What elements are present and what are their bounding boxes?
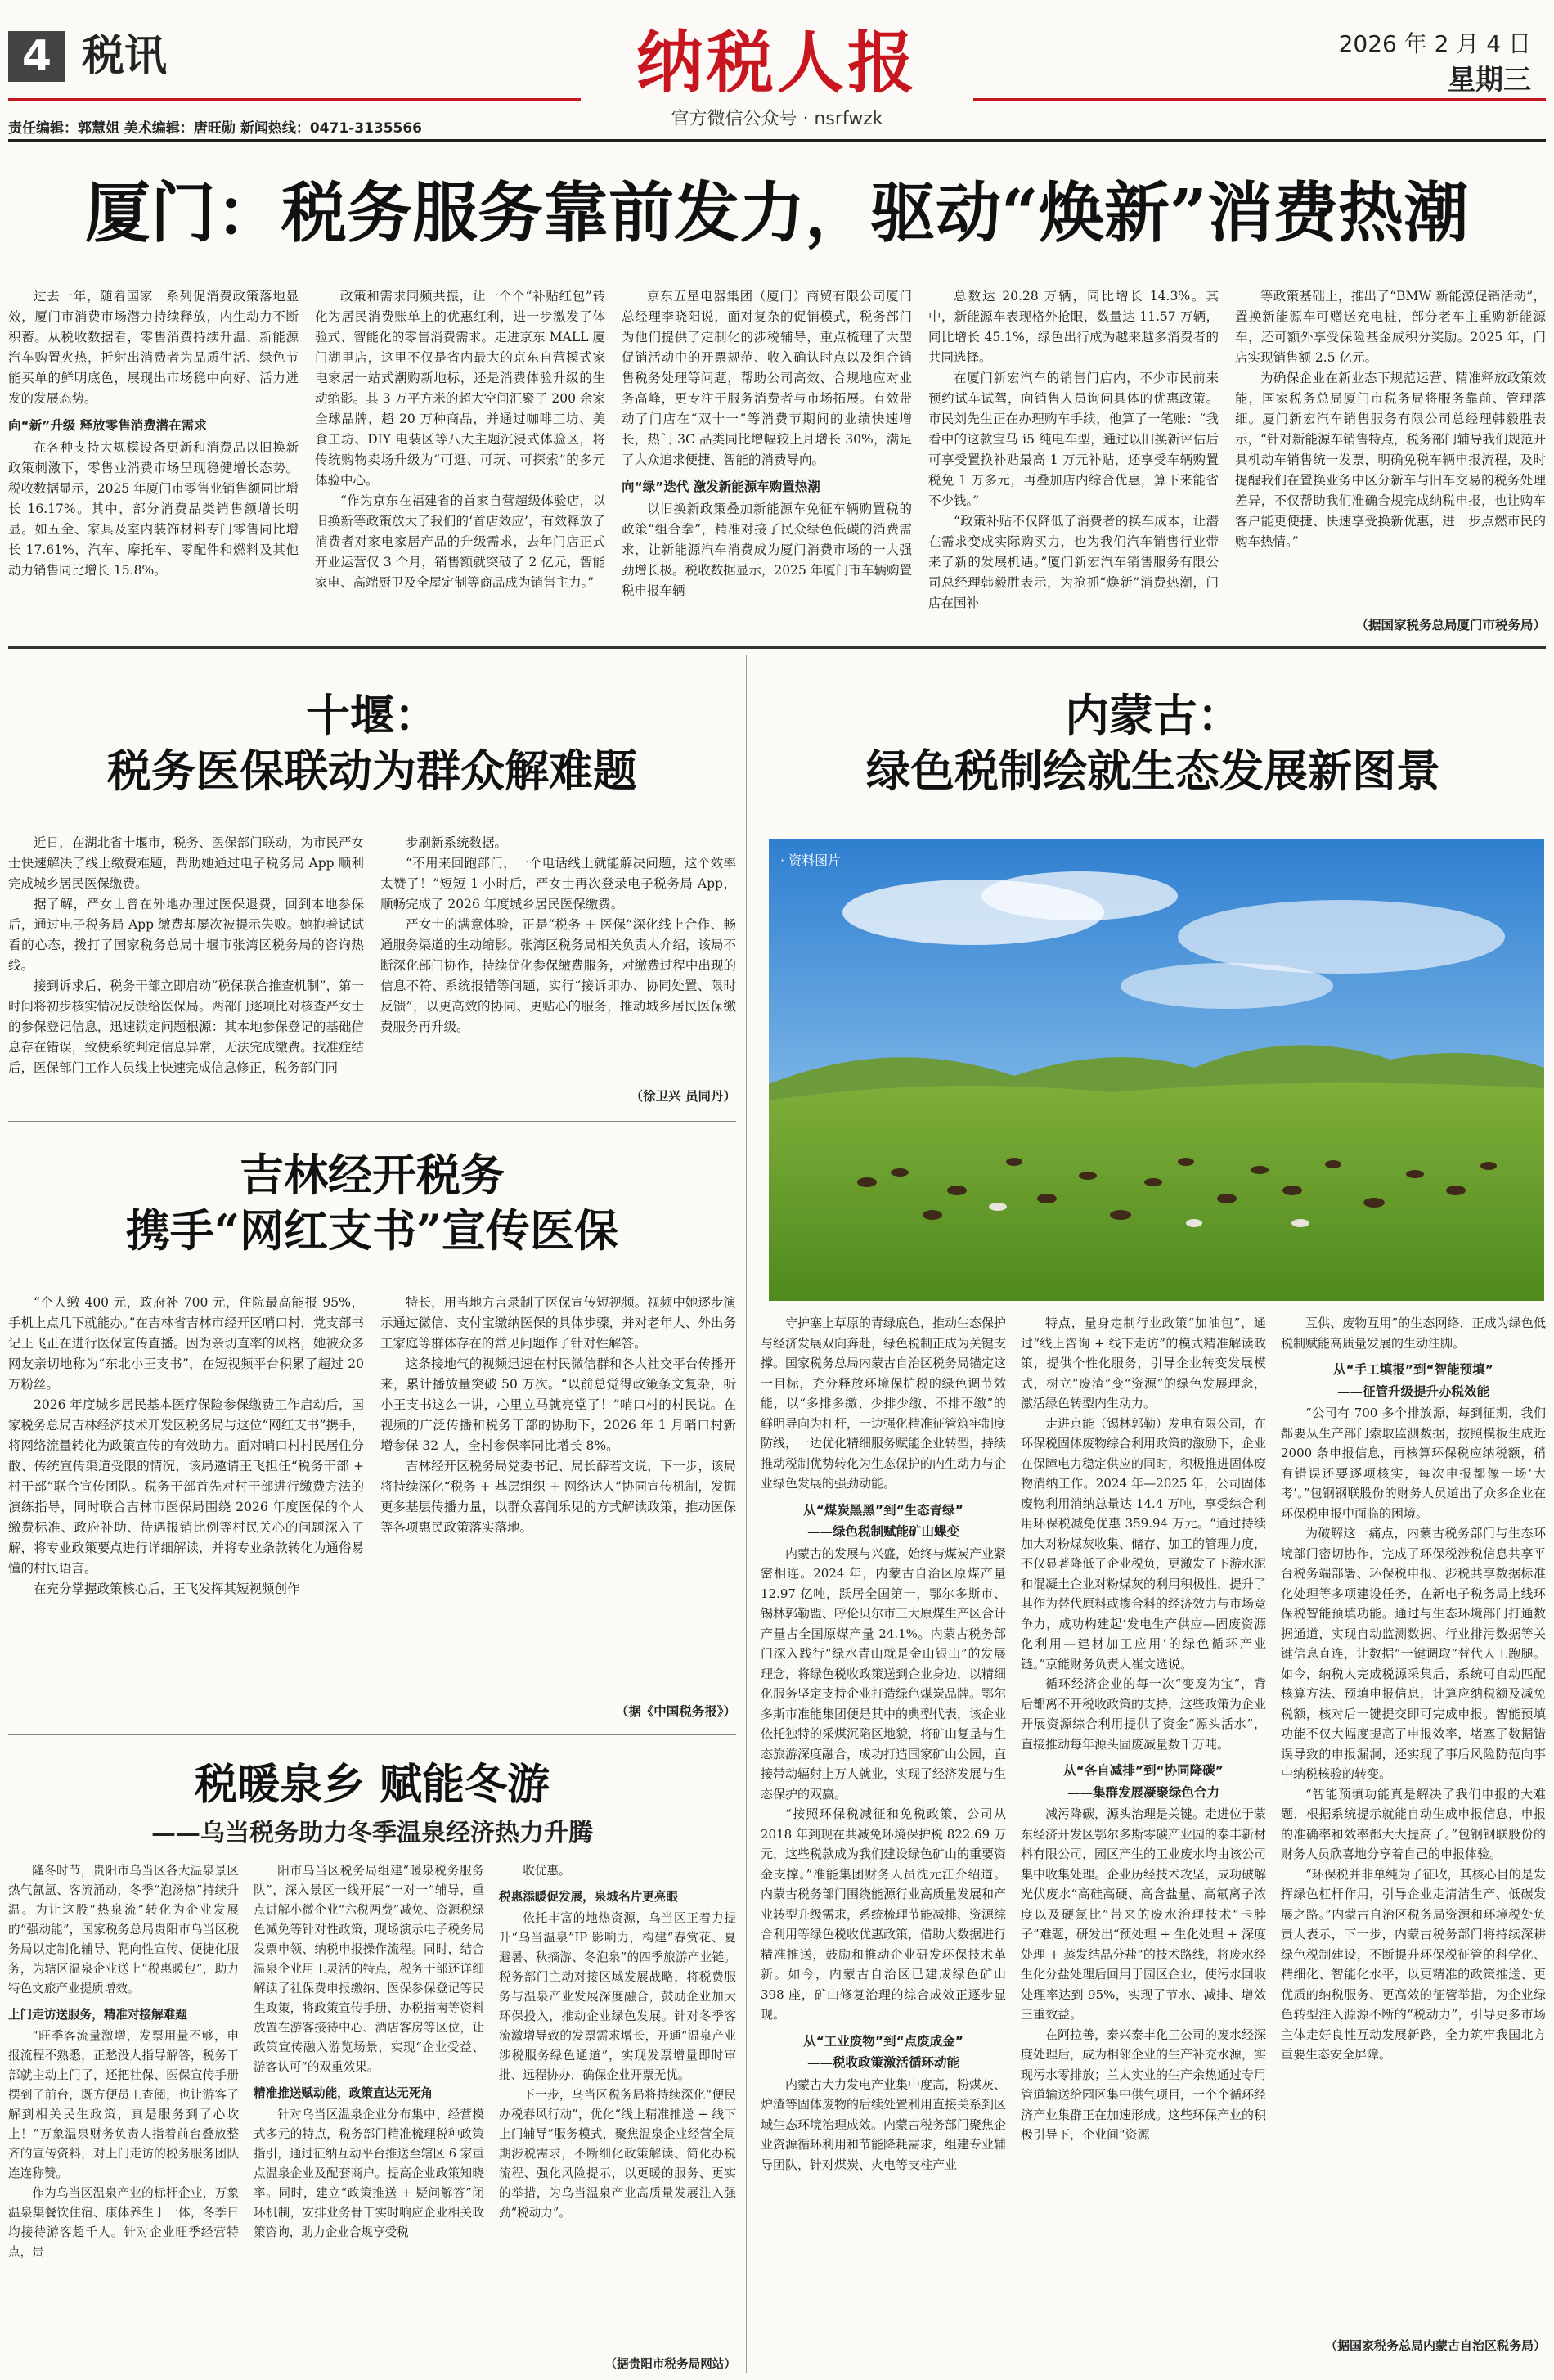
- guiyang-subhead-1: 上门走访送服务，精准对接解难题: [8, 2008, 187, 2022]
- neimenggu-subhead-2b: ——税收政策激活循环动能: [806, 2055, 959, 2070]
- paragraph: “旺季客流量激增，发票用量不够，申报流程不熟悉，正愁没人指导解答，税务干部就主动上门了，还把社保、医保宣传手册摆到了前台，既方便员工查阅，也让游客了解到相关民生政策，真是服务到了心坎上！”万象温泉财务负责人指着前台叠放整齐的宣传资料，对上门走访的税务服务团队连连称赞。: [8, 2029, 239, 2180]
- paragraph: 政策和需求同频共振，让一个个“补贴红包”转化为居民消费账单上的优惠红利，进一步激发了体验式、智能化的零售消费需求。走进京东 MALL 厦门湖里店，这里不仅是省内最大的京东自营模式家电家居一站式潮购新地标，还是消费体验升级的生动缩影。其 3 万平方米的超大空间汇聚了 200 余家全球品牌，超 20 万种商品，并通过咖啡工坊、美食工坊、DIY 电装区等八大主题沉浸式体验区，将传统购物卖场升级为“可逛、可玩、可探索”的多元体验中心。: [315, 289, 605, 488]
- jilin-source: （据《中国税务报》）: [615, 1704, 736, 1719]
- neimenggu-subhead-3b: ——集群发展凝聚绿色合力: [1067, 1784, 1219, 1800]
- wechat-account: 官方微信公众号 · nsrfwzk: [671, 109, 883, 129]
- paragraph: 为破解这一痛点，内蒙古税务部门与生态环境部门密切协作，完成了环保税涉税信息共享平台税务端部署、环保税申报、涉税共享数据标准化处理等多项建设任务，在新电子税务局上线环保税智能预填功能。通过与生态环境部门打通数据通道，实现自动监测数据、行业排污数据等关键信息直连，让数据“一键调取”替代人工跑腿。如今，纳税人完成税源采集后，系统可自动匹配核算方法、预填申报信息，计算应纳税额及减免税额，核对后一键提交即可完成申报。智能预填功能不仅大幅度提高了申报效率，堵塞了数据错误导致的申报漏洞，还实现了事后风险防范向事中纳税核验的转变。: [1281, 1526, 1546, 1781]
- shiyan-col-1: [8, 833, 364, 1078]
- paragraph: 在厦门新宏汽车的销售门店内，不少市民前来预约试车试驾，向销售人员询问具体的优惠政策。市民刘先生正在办理购车手续，他算了一笔账：“我看中的这款宝马 i5 纯电车型，通过以旧换新评估后可享受置换补贴最高 1 万元补贴，还享受车辆购置税免 1 万多元，再叠加店内综合优惠，算下来能省不少钱。”: [928, 371, 1219, 508]
- paragraph: 过去一年，随着国家一系列促消费政策落地显效，厦门市消费市场潜力持续释放，内生动力不断积蓄。从税收数据看，零售消费持续升温、新能源汽车购置火热，折射出消费者为品质生活、绿色节能买单的鲜明底色，展现出市场稳中向好、活力迸发的发展态势。: [8, 289, 299, 406]
- divider-shiyan: [8, 1121, 736, 1122]
- paragraph: “环保税并非单纯为了征收，其核心目的是发挥绿色杠杆作用，引导企业走清洁生产、低碳发展之路。”内蒙古自治区税务局资源和环境税处负责人表示，下一步，内蒙古税务部门将持续深耕绿色税制建设，不断提升环保税征管的科学化、精细化、智能化水平，以更精准的政策推送、更优质的纳税服务、更高效的征管举措，为企业绿色转型注入源源不断的“税动力”，引导更多市场主体走好良性互动发展新路，全力筑牢我国北方重要生态安全屏障。: [1281, 1866, 1546, 2062]
- paragraph: “智能预填功能真是解决了我们申报的大难题，根据系统提示就能自动生成申报信息，申报的准确率和效率都大大提高了。”包钢钢联股份的财务人员欣喜地分享着自己的申报体验。: [1281, 1786, 1546, 1861]
- neimenggu-col-1: [761, 1313, 1006, 2175]
- xiamen-col-1-paras: [8, 286, 299, 409]
- paragraph: 下一步，乌当区税务局将持续深化“便民办税春风行动”，优化“线上精准推送 + 线下上门辅导”服务模式，聚焦温泉企业经营全周期涉税需求，不断细化政策解读、简化办税流程、强化风险提示，以更暖的服务、更实的举措，为乌当温泉产业高质量发展注入强劲“税动力”。: [499, 2088, 736, 2220]
- grassland-photo: [769, 839, 1544, 1301]
- guiyang-col-3b-paras: [499, 1909, 736, 2223]
- paragraph: 守护塞上草原的青绿底色，推动生态保护与经济发展双向奔赴，绿色税制正成为关键支撑。国家税务总局内蒙古自治区税务局锚定这一目标，充分释放环境保护税的绿色调节效能，以“多排多缴、少排少缴、不排不缴”的鲜明导向为杠杆，一边强化精准征管筑牢制度防线，一边优化精细服务赋能企业转型，持续推动税制优势转化为生态保护的内生动力与企业绿色发展的强劲动能。: [761, 1316, 1007, 1491]
- paragraph: 隆冬时节，贵阳市乌当区各大温泉景区热气氤氲、客流涌动，冬季“泡汤热”持续升温。为让这股“热泉流”转化为企业发展的“强动能”，国家税务总局贵阳市乌当区税务局以定制化辅导、靶向性宣传、便捷化服务，为辖区温泉企业送上“税惠暖包”，助力特色文旅产业提质增效。: [8, 1864, 239, 1995]
- paragraph: 特点，量身定制行业政策“加油包”，通过“线上咨询 + 线下走访”的模式精准解读政策，提供个性化服务，引导企业转变发展模式，树立“废渣”变“资源”的绿色发展理念，激活绿色转型内生动力。: [1021, 1316, 1266, 1410]
- paragraph: “公司有 700 多个排放源，每到征期，我们都要从生产部门索取监测数据，按照模板生成近 2000 条申报信息，再核算环保税应纳税额，稍有错误还要逐项核实，每次申报都像一场‘大考’。”包钢钢联股份的财务人员道出了众多企业在环保税申报中面临的困境。: [1281, 1406, 1546, 1521]
- paragraph: “个人缴 400 元，政府补 700 元，住院最高能报 95%，手机上点几下就能办。”在吉林省吉林市经开区哨口村，党支部书记王飞正在进行医保宣传直播。因为亲切直率的风格，她被众多网友亲切地称为“东北小王支书”，在短视频平台积累了超过 20 万粉丝。: [8, 1295, 364, 1392]
- paragraph: 以旧换新政策叠加新能源车免征车辆购置税的政策“组合拳”，精准对接了民众绿色低碳的消费需求，让新能源汽车消费成为厦门消费市场的一大强劲增长极。税收数据显示，2025 年厦门市车辆购置税申报车辆: [622, 502, 912, 598]
- paragraph: 在充分掌握政策核心后，王飞发挥其短视频创作: [34, 1581, 300, 1596]
- guiyang-col-2: [254, 1861, 484, 2243]
- paragraph: 阳市乌当区税务局组建“暖泉税务服务队”，深入景区一线开展“一对一”辅导，重点讲解小微企业“六税两费”减免、资源税绿色减免等针对性政策，现场演示电子税务局发票申领、纳税申报操作流程。同时，结合温泉企业用工灵活的特点，税务干部还详细解读了社保费申报缴纳、医保参保登记等民生政策，将政策宣传手册、办税指南等资料放置在游客接待中心、酒店客房等区位，让政策宣传融入游览场景，实现“企业受益、游客认可”的双重效果。: [254, 1864, 484, 2074]
- neimenggu-subhead-1: 从“煤炭黑黑”到“生态青绿”: [803, 1502, 963, 1518]
- neimenggu-col-1b-paras: [761, 1544, 1006, 2025]
- neimenggu-subhead-2: 从“工业废物”到“点废成金”: [803, 2033, 963, 2049]
- paragraph: 这条接地气的视频迅速在村民微信群和各大社交平台传播开来，累计播放量突破 50 万次。“以前总觉得政策条文复杂，听小王支书这么一讲，心里立马就亮堂了！”哨口村的村民说。在视频的广泛传播和税务干部的协助下，2026 年 1 月哨口村新增参保 32 人，全村参保率同比增长 8%。: [380, 1356, 736, 1453]
- paragraph: 依托丰富的地热资源，乌当区正着力提升“乌当温泉”IP 影响力，构建“春赏花、夏避暑、秋摘游、冬泡泉”的四季旅游产业链。税务部门主动对接区域发展战略，将税费服务与温泉产业发展深度融合，鼓励企业加大环保投入，推动企业绿色发展。针对冬季客流激增导致的发票需求增长，开通“温泉产业涉税服务绿色通道”，实现发票增量即时审批、远程协办，确保企业开票无忧。: [499, 1911, 736, 2082]
- neimenggu-col-3b-paras: [1281, 1403, 1546, 2065]
- paragraph: 接到诉求后，税务干部立即启动“税保联合推查机制”，第一时间将初步核实情况反馈给医保局。两部门逐项比对核查严女士的参保登记信息，迅速锁定问题根源：其本地参保登记的基础信息存在错误，致使系统判定信息异常，无法完成缴费。找准症结后，医保部门工作人员线上快速完成信息修正，税务部门同: [8, 979, 364, 1075]
- editors-line: 责任编辑：郭慧姐 美术编辑：唐旺勋 新闻热线：0471-3135566: [8, 120, 423, 137]
- paragraph: “政策补贴不仅降低了消费者的换车成本，让潜在需求变成实际购买力，也为我们汽车销售行业带来了新的发展机遇。”厦门新宏汽车销售服务有限公司总经理韩毅胜表示，为抢抓“焕新”消费热潮，门店在国补: [928, 514, 1219, 610]
- paragraph: 减污降碳，源头治理是关键。走进位于蒙东经济开发区鄂尔多斯零碳产业园的泰丰新材料有限公司，园区产生的工业废水均由该公司集中收集处理。企业历经技术攻坚，成功破解光伏废水“高硅高硬、高含盐量、高氟离子浓度以及硬氮比”带来的废水治理技术“卡脖子”难题，研发出“预处理 + 生化处理 + 深度处理 + 蒸发结晶分盐”的技术路线，将废水经生化分盐处理后回用于园区企业，使污水回收处理率达到 95%，实现了节水、减排、增效三重效益。: [1021, 1806, 1267, 2022]
- masthead-rule-right: [973, 98, 1546, 101]
- paragraph: 内蒙古的发展与兴盛，始终与煤炭产业紧密相连。2024 年，内蒙古自治区原煤产量 12.97 亿吨，跃居全国第一，鄂尔多斯市、锡林郭勒盟、呼伦贝尔市三大原煤生产区合计产量占全国原煤产量 24.1%。内蒙古税务部门深入践行“绿水青山就是金山银山”的发展理念，将绿色税收政策送到企业身边，以精细化服务坚定支持企业打造绿色煤炭品牌。鄂尔多斯市准能集团便是其中的典型代表，该企业依托独特的采煤沉陷区地貌，将矿山复垦与生态旅游深度融合，成功打造国家矿山公园，直接带动辐射上万人就业，实现了经济发展与生态保护的双赢。: [761, 1545, 1007, 1802]
- paragraph: 在阿拉善，泰兴泰丰化工公司的废水经深度处理后，成为相邻企业的生产补充水源，实现污水零排放；兰太实业的生产余热通过专用管道输送给园区集中供气项目，一个个循环经济产业集群正在加速形成。这些环保产业的积极引导下，企业间“资源: [1021, 2027, 1267, 2142]
- neimenggu-subhead-3: 从“各自减排”到“协同降碳”: [1063, 1763, 1224, 1778]
- page-number: 4: [8, 31, 65, 82]
- xiamen-col-3b-paras: [622, 499, 912, 601]
- guiyang-col-2b-paras: [254, 2105, 484, 2243]
- jilin-col-1: [8, 1293, 364, 1599]
- masthead-bottom-rule: [8, 139, 1546, 142]
- guiyang-source: （据贵阳市税务局网站）: [604, 2357, 736, 2371]
- neimenggu-headline-line2: 绿色税制绘就生态发展新图景: [866, 745, 1440, 797]
- issue-weekday: 星期三: [1448, 64, 1531, 97]
- paragraph: 吉林经开区税务局党委书记、局长薛若文说，下一步，该局将持续深化“税务 + 基层组织 + 网络达人”协同宣传机制，发掘更多基层传播力量，以群众喜闻乐见的方式解读政策，推动医保等各项惠民政策落实落地。: [380, 1459, 736, 1535]
- paragraph: “不用来回跑部门，一个电话线上就能解决问题，这个效率太赞了！”短短 1 小时后，严女士再次登录电子税务局 App，顺畅完成了 2026 年度城乡居民医保缴费。: [380, 856, 736, 911]
- guiyang-col-1: [8, 1861, 239, 2262]
- paragraph: 作为乌当区温泉产业的标杆企业，万象温泉集餐饮住宿、康体养生于一体，冬季日均接待游客超千人。针对企业旺季经营特点，贵: [8, 2186, 239, 2259]
- shiyan-source: （徐卫兴 员同丹）: [630, 1089, 736, 1104]
- masthead: [0, 0, 1554, 143]
- xiamen-col-5: [1235, 286, 1546, 552]
- paragraph: 走进京能（锡林郭勒）发电有限公司，在环保税固体废物综合利用政策的激励下，企业在保障电力稳定供应的同时，积极推进固体废物消纳工作。2024 年—2025 年，公司固体废物利用消纳总量达 14.4 万吨，享受综合利用环保税减免优惠 359.94 万元。“通过持续加大对粉煤灰收集、储存、加工的管理力度，不仅显著降低了企业税负，更激发了下游水泥和混凝土企业对粉煤灰的利用积极性，提升了其作为替代原料或掺合料的经济效力与市场竞争力，成功构建起‘发电生产供应—固废资源化利用—建材加工应用’的绿色循环产业链。”京能财务负责人崔文选说。: [1021, 1415, 1267, 1671]
- xiamen-col-2: [315, 286, 605, 593]
- divider-jilin: [8, 1734, 736, 1735]
- section-name: 税讯: [82, 32, 168, 81]
- grassland-photo-svg: [769, 839, 1544, 1301]
- neimenggu-headline-line1: 内蒙古：: [1065, 689, 1242, 741]
- neimenggu-col-3-paras: [1281, 1313, 1546, 1353]
- xiamen-col-1: [8, 286, 299, 581]
- guiyang-col-2-paras: [254, 1861, 484, 2077]
- guiyang-col-1-paras: [8, 1861, 239, 1999]
- jilin-headline-line1: 吉林经开税务: [240, 1149, 505, 1201]
- paragraph: 步刷新系统数据。: [406, 835, 508, 850]
- shiyan-headline-line2: 税务医保联动为群众解难题: [107, 745, 637, 797]
- neimenggu-col-2-paras: [1021, 1313, 1266, 1754]
- xiamen-subhead-2: 向“绿”迭代 激发新能源车购置热潮: [622, 479, 820, 494]
- neimenggu-subhead-4b: ——征管升级提升办税效能: [1336, 1383, 1489, 1399]
- paragraph: 在各种支持大规模设备更新和消费品以旧换新政策刺激下，零售业消费市场呈现稳健增长态势。税收数据显示，2025 年厦门市零售业销售额同比增长 16.17%。其中，部分消费品类销售额增长明显。如五金、家具及室内装饰材料专门零售同比增长 17.61%，汽车、摩托车、零配件和燃料及其他动力销售同比增长 15.8%。: [8, 440, 299, 578]
- guiyang-col-3: [499, 1861, 736, 2223]
- xiamen-col-3: [622, 286, 912, 601]
- xiamen-col-3-paras: [622, 286, 912, 470]
- guiyang-col-1b-paras: [8, 2027, 239, 2262]
- shiyan-headline-line1: 十堰：: [306, 689, 438, 741]
- paragraph: 针对乌当区温泉企业分布集中、经营模式多元的特点，税务部门精准梳理税种政策指引，通过征纳互动平台推送至辖区 6 家重点温泉企业及配套商户。提高企业政策知晓率。同时，建立“政策推送 + 疑问解答”闭环机制，安排业务骨干实时响应企业相关政策咨询，助力企业合规享受税: [254, 2108, 484, 2239]
- xiamen-source: （据国家税务总局厦门市税务局）: [1355, 618, 1546, 632]
- paragraph: 近日，在湖北省十堰市，税务、医保部门联动，为市民严女士快速解决了线上缴费难题，帮助她通过电子税务局 App 顺利完成城乡居民医保缴费。: [8, 835, 364, 891]
- issue-date: 2026 年 2 月 4 日: [1338, 30, 1531, 57]
- neimenggu-col-2: [1021, 1313, 1266, 2145]
- xiamen-col-1b-paras: [8, 438, 299, 581]
- neimenggu-subhead-4: 从“手工填报”到“智能预填”: [1333, 1362, 1493, 1377]
- paragraph: 总数达 20.28 万辆，同比增长 14.3%。其中，新能源车表现格外抢眼，数量达 11.57 万辆，同比增长 45.1%，绿色出行成为越来越多消费者的共同选择。: [928, 289, 1219, 365]
- xiamen-headline: 厦门：税务服务靠前发力，驱动“焕新”消费热潮: [84, 174, 1470, 251]
- xiamen-col-4: [928, 286, 1219, 614]
- paper-name: 纳税人报: [636, 24, 918, 102]
- guiyang-headline: 税暖泉乡 赋能冬游: [194, 1760, 550, 1810]
- paragraph: 特长，用当地方言录制了医保宣传短视频。视频中她逐步演示通过微信、支付宝缴纳医保的具体步骤，并对老年人、外出务工家庭等群体存在的常见问题作了针对性解答。: [380, 1295, 736, 1351]
- paragraph: 2026 年度城乡居民基本医疗保险参保缴费工作启动后，国家税务总局吉林经济技术开发区税务局与这位“网红支书”携手，将网络流量转化为政策宣传的有效助力。面对哨口村村民居住分散、传统宣传渠道受限的情况，该局邀请王飞担任“税务干部 + 村干部”联合宣传团队。税务干部首先对村干部进行缴费方法的演练指导，同时联合吉林市医保局围绕 2026 年度医保的个人缴费标准、政府补助、待遇报销比例等村民关心的问题深入了解，将专业政策要点进行详细解读，并将专业条款转化为通俗易懂的村民语言。: [8, 1397, 364, 1576]
- jilin-col-2: [380, 1293, 736, 1538]
- paragraph: 循环经济企业的每一次“变废为宝”，背后都离不开税收政策的支持，这些政策为企业开展资源综合利用提供了资金“源头活水”，直接推动每年源头固废减量数千万吨。: [1021, 1676, 1267, 1752]
- neimenggu-source: （据国家税务总局内蒙古自治区税务局）: [1324, 2338, 1546, 2353]
- neimenggu-col-1-paras: [761, 1313, 1006, 1494]
- shiyan-col-2: [380, 833, 736, 1037]
- paragraph: 为确保企业在新业态下规范运营、精准释放政策效能，国家税务总局厦门市税务局将服务靠前、管理落细。厦门新宏汽车销售服务有限公司总经理韩毅胜表示，“针对新能源车销售特点，税务部门辅导我们规范开具机动车销售统一发票，明确免税车辆申报流程，及时提醒我们在置换业务中区分新车与旧车交易的税务处理差异，不仅帮助我们准确合规完成纳税申报，也让购车客户能更便捷、快速享受换新优惠，进一步点燃市民的购车热情。”: [1235, 371, 1546, 549]
- neimenggu-col-3: [1281, 1313, 1546, 2065]
- masthead-rule-left: [8, 98, 581, 101]
- paragraph: 收优惠。: [523, 1864, 571, 1878]
- jilin-headline-line2: 携手“网红支书”宣传医保: [125, 1204, 619, 1257]
- neimenggu-subhead-1b: ——绿色税制赋能矿山蝶变: [806, 1524, 959, 1539]
- paragraph: 京东五星电器集团（厦门）商贸有限公司厦门总经理李晓阳说，面对复杂的促销模式，税务部门为他们提供了定制化的涉税辅导，重点梳理了大型促销活动中的开票规范、收入确认时点以及组合销售税务处理等问题，帮助公司高效、合规地应对业务高峰，更专注于服务消费者与市场拓展。有效带动了门店在“双十一”等消费节期间的业绩快速增长，热门 3C 品类同比增幅较上月增长 30%，满足了大众追求便捷、智能的消费导向。: [622, 289, 912, 467]
- guiyang-subhead-2: 精准推送赋动能，政策直达无死角: [254, 2086, 433, 2100]
- guiyang-col-3-paras: [499, 1861, 736, 1881]
- divider-xiamen: [8, 646, 1546, 649]
- paragraph: 严女士的满意体验，正是“税务 + 医保”深化线上合作、畅通服务渠道的生动缩影。张湾区税务局相关负责人介绍，该局不断深化部门协作，持续优化参保缴费服务，对缴费过程中出现的信息不符、系统报错等问题，实行“接诉即办、协同处置、限时反馈”，以更高效的协同、更贴心的服务，推动城乡居民医保缴费服务再升级。: [380, 917, 736, 1034]
- paragraph: “作为京东在福建省的首家自营超级体验店，以旧换新等政策放大了我们的‘首店效应’，有效释放了消费者对家电家居产品的升级需求，去年门店正式开业运营仅 3 个月，销售额就突破了 2 亿元，智能家电、高端厨卫及全屋定制等商品成为销售主力。”: [315, 493, 605, 590]
- guiyang-subhead-3: 税惠添暖促发展，泉城名片更亮眼: [499, 1890, 678, 1904]
- paragraph: 互供、废物互用”的生态网络，正成为绿色低税制赋能高质量发展的生动注脚。: [1281, 1316, 1546, 1351]
- photo-caption: · 资料图片: [780, 853, 842, 868]
- xiamen-subhead-1: 向“新”升级 释放零售消费潜在需求: [8, 418, 207, 433]
- paragraph: “按照环保税减征和免税政策，公司从 2018 年到现在共减免环境保护税 822.69 万元，这些税款成为我们建设绿色矿山的重要资金支撑。”准能集团财务人员沈元江介绍道。内蒙古税务部门围绕能源行业高质量发展和产业转型升级需求，系统梳理节能减排、资源综合利用等绿色税收优惠政策，借助大数据进行精准推送，鼓励和推动企业研发环保技术革新。如今，内蒙古自治区已建成绿色矿山 398 座，矿山修复治理的综合成效正逐步显现。: [761, 1806, 1007, 2022]
- paragraph: 据了解，严女士曾在外地办理过医保退费，回到本地参保后，通过电子税务局 App 缴费却屡次被提示失败。她抱着试试看的心态，拨打了国家税务总局十堰市张湾区税务局的咨询热线。: [8, 897, 364, 973]
- divider-vertical-middle: [746, 655, 747, 2373]
- neimenggu-col-2b-paras: [1021, 1804, 1266, 2145]
- guiyang-subheadline: ——乌当税务助力冬季温泉经济热力升腾: [151, 1819, 593, 1847]
- neimenggu-col-1c-paras: [761, 2075, 1006, 2175]
- paragraph: 内蒙古大力发电产业集中度高，粉煤灰、炉渣等固体废物的后续处置利用直接关系到区域生态环境治理成效。内蒙古税务部门聚焦企业资源循环利用和节能降耗需求，组建专业辅导团队，针对煤炭、火电等支柱产业: [761, 2076, 1007, 2172]
- paragraph: 等政策基础上，推出了“BMW 新能源促销活动”，置换新能源车可赠送充电桩，部分老车主重购新能源车，还可额外享受保险基金成积分奖励。2025 年，门店实现销售额 2.5 亿元。: [1235, 289, 1546, 365]
